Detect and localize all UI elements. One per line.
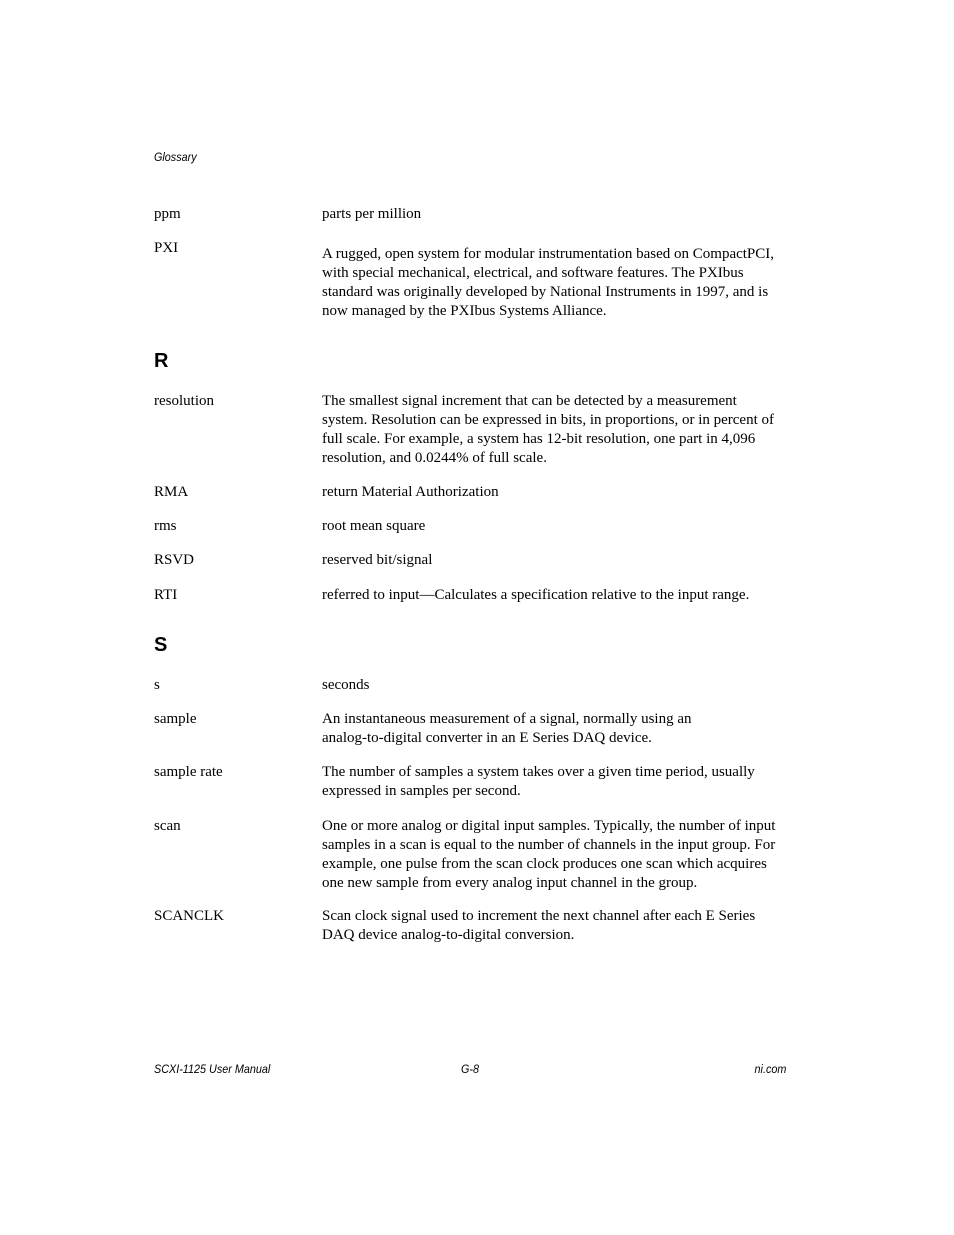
definition-line: The smallest signal increment that can be detected by a measurement xyxy=(322,393,737,409)
glossary-term: PXI xyxy=(154,240,179,256)
glossary-definition xyxy=(322,483,786,502)
glossary-definition xyxy=(322,710,786,748)
definition-line: root mean square xyxy=(322,518,426,534)
footer-manual-title: SCXI-1125 User Manual xyxy=(154,1062,271,1076)
definition-line: DAQ device analog-to-digital conversion. xyxy=(322,927,575,943)
glossary-term: scan xyxy=(154,818,181,834)
glossary-definition xyxy=(322,205,786,224)
running-header: Glossary xyxy=(154,150,197,164)
definition-line: Scan clock signal used to increment the next channel after each E Series xyxy=(322,908,756,924)
definition-line: referred to input—Calculates a specification relative to the input range. xyxy=(322,587,750,603)
glossary-term: RMA xyxy=(154,484,189,500)
definition-line: with special mechanical, electrical, and software features. The PXIbus xyxy=(322,265,744,281)
glossary-term: rms xyxy=(154,518,177,534)
definition-line: An instantaneous measurement of a signal, normally using an xyxy=(322,711,692,727)
definition-line: resolution, and 0.0244% of full scale. xyxy=(322,450,547,466)
glossary-term: RTI xyxy=(154,587,178,603)
definition-line: One or more analog or digital input samples. Typically, the number of input xyxy=(322,818,776,834)
glossary-definition xyxy=(322,586,786,605)
glossary-term: sample xyxy=(154,711,197,727)
glossary-term: resolution xyxy=(154,393,214,409)
definition-line: analog-to-digital converter in an E Series DAQ device. xyxy=(322,730,652,746)
definition-line: parts per million xyxy=(322,206,422,222)
glossary-definition xyxy=(322,551,786,570)
glossary-definition xyxy=(322,676,786,695)
definition-line: seconds xyxy=(322,677,370,693)
footer-page-number: G-8 xyxy=(461,1062,480,1076)
definition-line: The number of samples a system takes over a given time period, usually xyxy=(322,764,755,780)
glossary-term: RSVD xyxy=(154,552,195,568)
definition-line: full scale. For example, a system has 12-bit resolution, one part in 4,096 xyxy=(322,431,756,447)
glossary-definition xyxy=(322,392,786,468)
section-heading-s: S xyxy=(154,634,168,656)
footer-website: ni.com xyxy=(754,1062,786,1076)
glossary-term: SCANCLK xyxy=(154,908,225,924)
section-heading-r: R xyxy=(154,350,169,372)
definition-line: one new sample from every analog input channel in the group. xyxy=(322,875,698,891)
definition-line: system. Resolution can be expressed in bits, in proportions, or in percent of xyxy=(322,412,774,428)
definition-line: expressed in samples per second. xyxy=(322,783,521,799)
glossary-term: ppm xyxy=(154,206,181,222)
glossary-term: sample rate xyxy=(154,764,223,780)
glossary-definition xyxy=(322,907,786,945)
glossary-definition xyxy=(322,817,786,893)
definition-line: A rugged, open system for modular instrumentation based on CompactPCI, xyxy=(322,246,775,262)
definition-line: now managed by the PXIbus Systems Alliance. xyxy=(322,303,607,319)
definition-line: return Material Authorization xyxy=(322,484,499,500)
glossary-definition xyxy=(322,763,786,801)
definition-line: example, one pulse from the scan clock produces one scan which acquires xyxy=(322,856,767,872)
glossary-term: s xyxy=(154,677,160,693)
definition-line: reserved bit/signal xyxy=(322,552,433,568)
glossary-definition xyxy=(322,245,786,321)
glossary-definition xyxy=(322,517,786,536)
definition-line: samples in a scan is equal to the number of channels in the input group. For xyxy=(322,837,776,853)
definition-line: standard was originally developed by National Instruments in 1997, and is xyxy=(322,284,769,300)
